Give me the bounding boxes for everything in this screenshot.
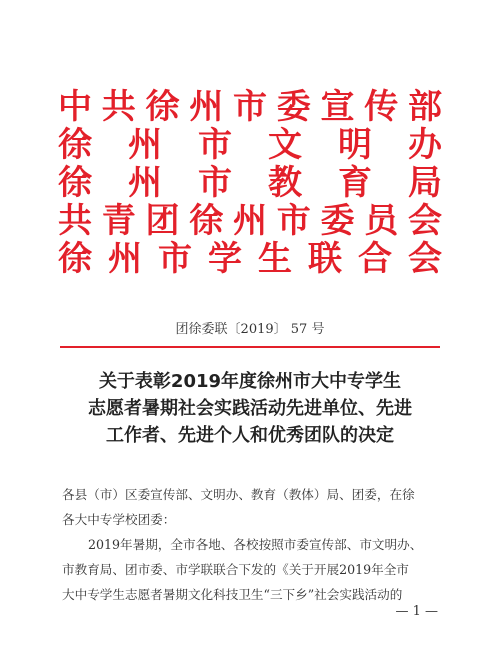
header-char: 教 [268,163,302,203]
header-char: 徐 [58,125,92,165]
header-char: 市 [158,239,192,279]
header-char: 徐 [58,239,92,279]
body-line: 各大中专学校团委： [62,512,176,527]
document-body [62,482,440,607]
header-char: 文 [268,125,302,165]
header-char: 学 [208,239,242,279]
header-char: 徐 [189,201,224,241]
header-char: 徐 [58,163,92,203]
header-char: 中 [58,87,92,127]
header-char: 共 [58,201,92,241]
title-line: 志愿者暑期社会实践活动先进单位、先进 [88,398,412,419]
header-char: 州 [128,163,162,203]
header-row-2 [58,125,442,165]
header-char: 州 [128,125,162,165]
header-char: 员 [364,201,399,241]
title-line: 关于表彰2019年度徐州市大中专学生 [98,371,402,392]
body-line: 大中专学生志愿者暑期文化科技卫生“三下乡”社会实践活动的 [62,587,403,602]
header-row-5 [58,239,442,279]
header-char: 明 [338,125,372,165]
header-char: 市 [276,201,311,241]
red-divider-line [60,346,440,348]
header-char: 共 [101,87,136,127]
body-line: 2019年暑期，全市各地、各校按照市委宣传部、市文明办、 [88,537,423,552]
header-char: 青 [101,201,136,241]
header-char: 州 [108,239,142,279]
title-line: 工作者、先进个人和优秀团队的决定 [106,425,394,446]
header-char: 生 [258,239,292,279]
header-char: 团 [145,201,180,241]
header-char: 市 [198,125,232,165]
body-line: 各县（市）区委宣传部、文明办、教育（教体）局、团委，在徐 [62,487,415,502]
document-number: 团徐委联〔2019〕 57 号 [175,322,325,337]
header-char: 办 [408,125,442,165]
header-char: 会 [408,201,442,241]
header-char: 徐 [145,87,180,127]
header-row-4 [58,201,442,241]
header-char: 会 [408,239,442,279]
header-row-3 [58,163,442,203]
header-char: 局 [408,163,442,203]
header-char: 育 [338,163,372,203]
header-char: 州 [233,201,267,241]
header-char: 委 [276,87,311,127]
header-char: 部 [408,87,442,127]
header-char: 合 [358,239,392,279]
header-char: 市 [233,87,267,127]
header-char: 宣 [320,87,355,127]
header-char: 委 [320,201,355,241]
page-number: — 1 — [395,604,438,619]
header-char: 联 [308,239,342,279]
header-char: 传 [364,87,399,127]
issuing-organizations-header [58,87,442,280]
document-title [0,368,500,449]
header-char: 市 [198,163,232,203]
header-row-1 [58,87,442,127]
body-line: 市教育局、团市委、市学联联合下发的《关于开展2019年全市 [62,562,409,577]
header-char: 州 [189,87,224,127]
